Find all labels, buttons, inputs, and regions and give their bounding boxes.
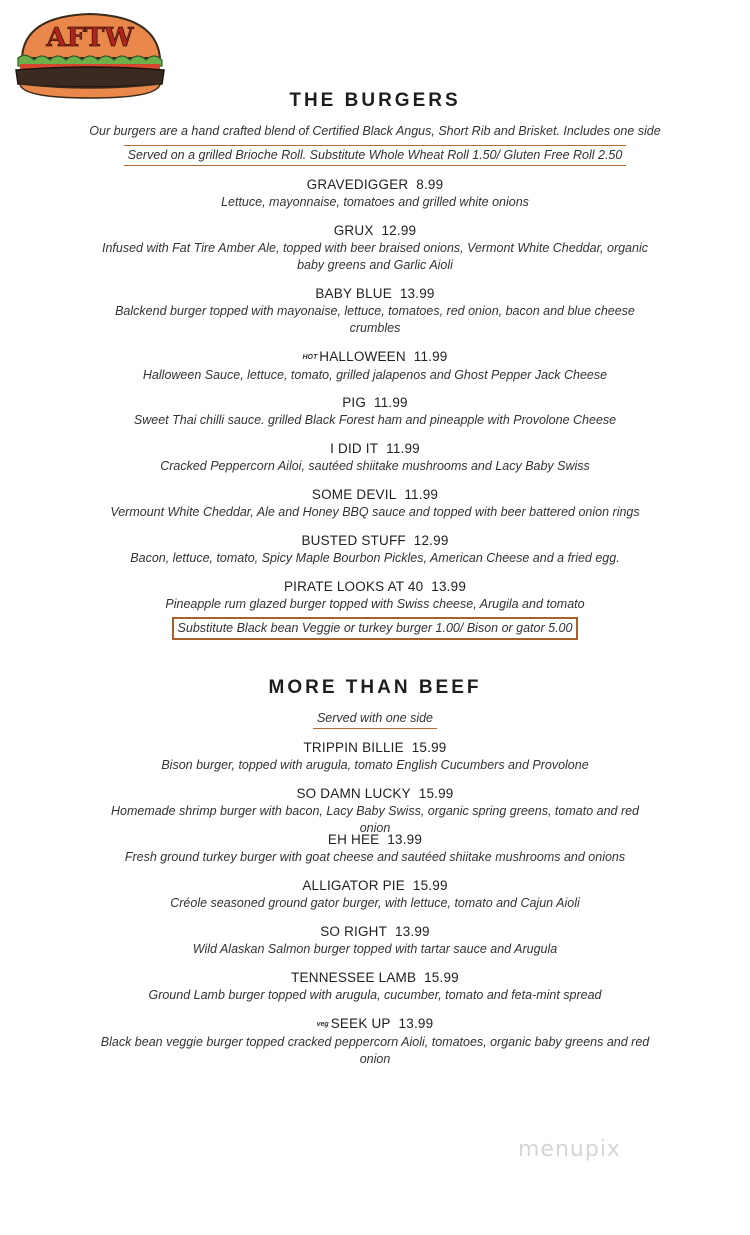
item-description: Homemade shrimp burger with bacon, Lacy Baby Swiss, organic spring greens, tomato and red onion: [110, 804, 640, 835]
item-name: I DID IT: [330, 441, 379, 456]
menu-item: [0, 393, 750, 429]
menu-item: [0, 347, 750, 384]
item-description: Balckend burger topped with mayonaise, lettuce, tomatoes, red onion, bacon and blue cheese crumbles: [115, 304, 635, 335]
item-name: PIRATE LOOKS AT 40: [283, 579, 424, 594]
item-name: BUSTED STUFF: [301, 533, 406, 548]
item-description: Fresh ground turkey burger with goat cheese and sautéed shiitake mushrooms and onions: [124, 850, 626, 864]
burgers-section: [0, 90, 750, 112]
menu-item: [0, 284, 750, 337]
item-name: GRAVEDIGGER: [306, 177, 409, 192]
side-note: Served with one side: [313, 709, 437, 729]
menu-item: [0, 531, 750, 567]
roll-note: Served on a grilled Brioche Roll. Substitute Whole Wheat Roll 1.50/ Gluten Free Roll 2.50: [124, 145, 627, 166]
item-price: 11.99: [386, 441, 420, 456]
item-price: 15.99: [411, 740, 447, 755]
item-name: HALLOWEEN: [319, 349, 406, 364]
watermark: menupix: [518, 1137, 621, 1162]
menu-item: [0, 175, 750, 211]
menu-item: [0, 830, 750, 866]
menu-item: [0, 876, 750, 912]
item-description: Sweet Thai chilli sauce. grilled Black Forest ham and pineapple with Provolone Cheese: [133, 413, 617, 427]
item-description: Lettuce, mayonnaise, tomatoes and grilled white onions: [221, 195, 529, 209]
item-price: 8.99: [416, 177, 444, 192]
menu-item: [0, 968, 750, 1004]
item-price: 12.99: [381, 223, 417, 238]
burger-logo: [12, 8, 168, 100]
item-name: ALLIGATOR PIE: [302, 878, 405, 893]
menu-item: [0, 485, 750, 521]
item-tag-icon: HOT: [302, 354, 318, 361]
item-name: TRIPPIN BILLIE: [303, 740, 404, 755]
item-price: 11.99: [404, 487, 439, 502]
item-price: 15.99: [418, 786, 454, 801]
item-description: Cracked Peppercorn Ailoi, sautéed shiitake mushrooms and Lacy Baby Swiss: [160, 459, 590, 473]
item-description: Créole seasoned ground gator burger, with lettuce, tomato and Cajun Aioli: [170, 896, 580, 910]
item-name: EH HEE: [327, 832, 380, 847]
burgers-title: THE BURGERS: [289, 90, 461, 111]
item-description: Bacon, lettuce, tomato, Spicy Maple Bourbon Pickles, American Cheese and a fried egg.: [130, 551, 620, 565]
item-price: 12.99: [413, 533, 449, 548]
item-name: PIG: [342, 395, 367, 410]
item-description: Wild Alaskan Salmon burger topped with tartar sauce and Arugula: [192, 942, 558, 956]
item-price: 11.99: [413, 349, 448, 364]
item-description: Infused with Fat Tire Amber Ale, topped with beer braised onions, Vermont White Cheddar, organic baby greens and Garlic Aioli: [101, 241, 648, 272]
menu-item: [0, 221, 750, 274]
menu-item: [0, 1014, 750, 1068]
logo-text: AFTW: [46, 23, 134, 53]
item-description: Halloween Sauce, lettuce, tomato, grilled jalapenos and Ghost Pepper Jack Cheese: [142, 368, 608, 382]
item-name: SEEK UP: [330, 1016, 391, 1031]
menu-item: [0, 439, 750, 475]
item-name: BABY BLUE: [315, 286, 392, 301]
menu-item: [0, 922, 750, 958]
item-name: GRUX: [333, 223, 374, 238]
item-description: Pineapple rum glazed burger topped with Swiss cheese, Arugila and tomato: [165, 597, 585, 611]
item-description: Vermount White Cheddar, Ale and Honey BBQ sauce and topped with beer battered onion rings: [110, 505, 640, 519]
substitute-note: Substitute Black bean Veggie or turkey burger 1.00/ Bison or gator 5.00: [172, 617, 579, 640]
item-description: Black bean veggie burger topped cracked peppercorn Aioli, tomatoes, organic baby greens and red onion: [100, 1035, 650, 1066]
beef-title: MORE THAN BEEF: [268, 677, 482, 698]
item-price: 13.99: [399, 286, 435, 301]
item-description: Bison burger, topped with arugula, tomato English Cucumbers and Provolone: [161, 758, 589, 772]
item-price: 15.99: [424, 970, 459, 985]
item-price: 13.99: [431, 579, 467, 594]
menu-item: [0, 738, 750, 774]
item-price: 15.99: [412, 878, 448, 893]
menu-item: [0, 577, 750, 613]
item-price: 13.99: [394, 924, 430, 939]
item-name: TENNESSEE LAMB: [291, 970, 417, 985]
item-description: Ground Lamb burger topped with arugula, cucumber, tomato and feta-mint spread: [148, 988, 602, 1002]
item-price: 13.99: [398, 1016, 434, 1031]
item-name: SOME DEVIL: [311, 487, 397, 502]
item-price: 11.99: [373, 395, 408, 410]
item-tag-icon: veg: [316, 1021, 329, 1028]
item-name: SO RIGHT: [320, 924, 388, 939]
item-price: 13.99: [387, 832, 423, 847]
burgers-intro: Our burgers are a hand crafted blend of Certified Black Angus, Short Rib and Brisket. Includes one side: [89, 124, 661, 138]
item-name: SO DAMN LUCKY: [296, 786, 411, 801]
